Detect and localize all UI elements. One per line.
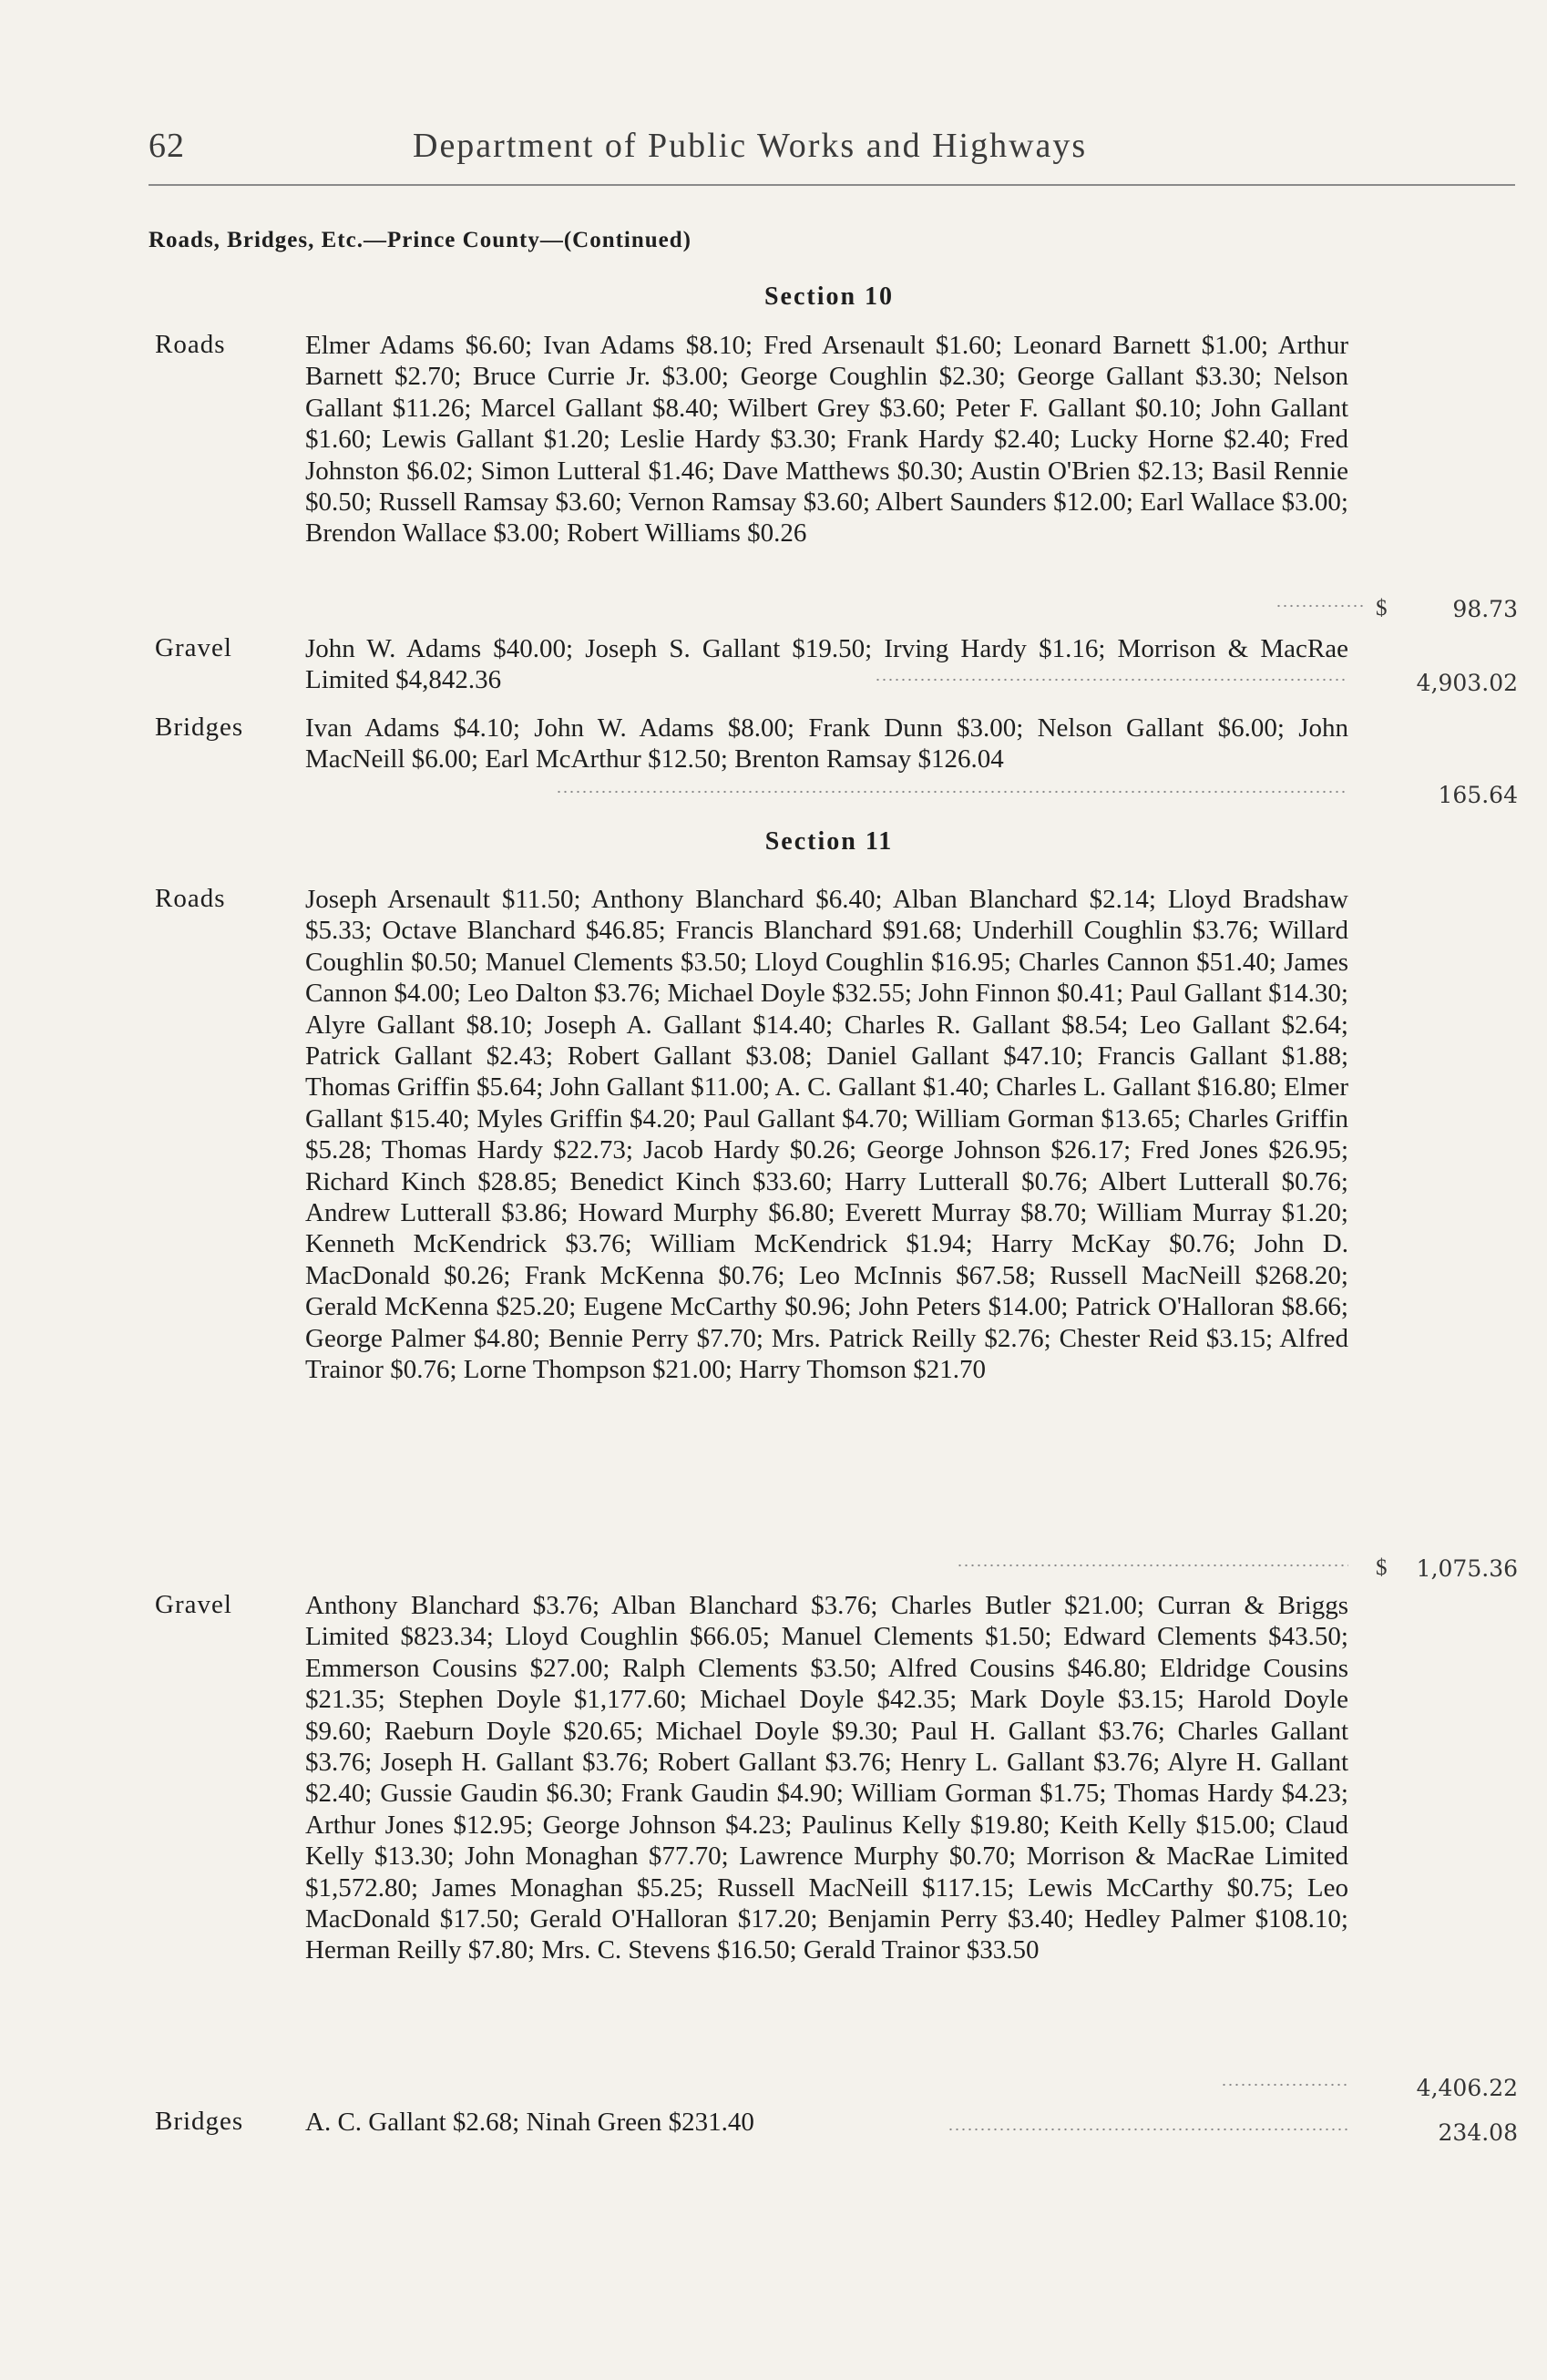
entry-amount: 1,075.36 bbox=[1416, 1555, 1518, 1582]
entry-text: Anthony Blanchard $3.76; Alban Blanchard $3.76; Charles Butler $21.00; Curran & Briggs Limited $823.34; Lloyd Coughlin $66.05; Manuel Clements $1.50; Edward Clements $43.50; Emmerson Cousins $27.00; Ralph Clements $3.50; Alfred Cousins $46.80; Eldridge Cousins $21.35; Stephen Doyle $1,177.60; Michael Doyle $42.35; Mark Doyle $3.15; Harold Doyle $9.60; Raeburn Doyle $20.65; Michael Doyle $9.30; Paul H. Gallant $3.76; Charles Gallant $3.76; Joseph H. Gallant $3.76; Robert Gallant $3.76; Henry L. Gallant $3.76; Alyre H. Gallant $2.40; Gussie Gaudin $6.30; Frank Gaudin $4.90; William Gorman $1.75; Thomas Hardy $4.23; Arthur Jones $12.95; George Johnson $4.23; Paulinus Kelly $19.80; Keith Kelly $15.00; Claud Kelly $13.30; John Monaghan $77.70; Lawrence Murphy $0.70; Morrison & MacRae Limited $1,572.80; James Monaghan $5.25; Russell MacNeill $117.15; Lewis McCarthy $0.75; Leo MacDonald $17.50; Gerald O'Halloran $17.20; Benjamin Perry $3.40; Hedley Palmer $108.10; Herman Reilly $7.80; Mrs. C. Stevens $16.50; Gerald Trainor $33.50 bbox=[305, 1591, 1348, 1965]
entry-text: Joseph Arsenault $11.50; Anthony Blanchard $6.40; Alban Blanchard $2.14; Lloyd Bradshaw $5.33; Octave Blanchard $46.85; Francis Blanchard $91.68; Underhill Coughlin $3.76; Willard Coughlin $0.50; Manuel Clements $3.50; Lloyd Coughlin $16.95; Charles Cannon $51.40; James Cannon $4.00; Leo Dalton $3.76; Michael Doyle $32.55; John Finnon $0.41; Paul Gallant $14.30; Alyre Gallant $8.10; Joseph A. Gallant $14.40; Charles R. Gallant $8.54; Leo Gallant $2.64; Patrick Gallant $2.43; Robert Gallant $3.08; Daniel Gallant $47.10; Francis Gallant $1.88; Thomas Griffin $5.64; John Gallant $11.00; A. C. Gallant $1.40; Charles L. Gallant $16.80; Elmer Gallant $15.40; Myles Griffin $4.20; Paul Gallant $4.70; William Gorman $13.65; Charles Griffin $5.28; Thomas Hardy $22.73; Jacob Hardy $0.26; George Johnson $26.17; Fred Jones $26.95; Richard Kinch $28.85; Benedict Kinch $33.60; Harry Lutterall $0.76; Albert Lutterall $0.76; Andrew Lutterall $3.86; Howard Murphy $6.80; Everett Murray $8.70; William Murray $1.20; Kenneth McKendrick $3.76; William McKendrick $1.94; Harry McKay $0.76; John D. MacDonald $0.26; Frank McKenna $0.76; Leo McInnis $67.58; Russell MacNeill $268.20; Gerald McKenna $25.20; Eugene McCarthy $0.96; John Peters $14.00; Patrick O'Halloran $8.66; George Palmer $4.80; Bennie Perry $7.70; Mrs. Patrick Reilly $2.76; Chester Reid $3.15; Alfred Trainor $0.76; Lorne Thompson $21.00; Harry Thomson $21.70 bbox=[305, 885, 1348, 1385]
entry-text: A. C. Gallant $2.68; Ninah Green $231.40 bbox=[305, 2108, 754, 2137]
entry-amount: 4,903.02 bbox=[1416, 670, 1518, 696]
entry-category: Gravel bbox=[155, 1590, 232, 1619]
dollar-sign: $ bbox=[1376, 1555, 1388, 1580]
entry-amount: 98.73 bbox=[1452, 596, 1518, 622]
dot-leader bbox=[556, 789, 1348, 795]
entry-category: Bridges bbox=[155, 2107, 244, 2136]
entry-category: Bridges bbox=[155, 713, 244, 742]
dot-leader bbox=[875, 677, 1348, 682]
entry-category: Roads bbox=[155, 884, 226, 913]
subheading: Roads, Bridges, Etc.—Prince County—(Continued) bbox=[149, 228, 692, 252]
dot-leader bbox=[948, 2127, 1348, 2132]
dot-leader bbox=[957, 1563, 1348, 1568]
dollar-sign: $ bbox=[1376, 596, 1388, 621]
section-title: Section 10 bbox=[763, 282, 895, 311]
entry-category: Gravel bbox=[155, 633, 232, 662]
entry-text: John W. Adams $40.00; Joseph S. Gallant $19.50; Irving Hardy $1.16; Morrison & MacRae Limited $4,842.36 bbox=[305, 634, 1348, 695]
header-rule bbox=[149, 184, 1515, 186]
entry-category: Roads bbox=[155, 330, 226, 359]
section-title: Section 11 bbox=[764, 827, 894, 856]
entry-amount: 165.64 bbox=[1438, 782, 1518, 808]
entry-text: Ivan Adams $4.10; John W. Adams $8.00; Frank Dunn $3.00; Nelson Gallant $6.00; John MacNeill $6.00; Earl McArthur $12.50; Brenton Ramsay $126.04 bbox=[305, 713, 1348, 775]
dot-leader bbox=[1221, 2082, 1348, 2088]
page-number: 62 bbox=[149, 127, 185, 165]
page-header bbox=[149, 126, 1515, 180]
entry-text: Elmer Adams $6.60; Ivan Adams $8.10; Fred Arsenault $1.60; Leonard Barnett $1.00; Arthur Barnett $2.70; Bruce Currie Jr. $3.00; George Coughlin $2.30; George Gallant $3.30; Nelson Gallant $11.26; Marcel Gallant $8.40; Wilbert Grey $3.60; Peter F. Gallant $0.10; John Gallant $1.60; Lewis Gallant $1.20; Leslie Hardy $3.30; Frank Hardy $2.40; Lucky Horne $2.40; Fred Johnston $6.02; Simon Lutteral $1.46; Dave Matthews $0.30; Austin O'Brien $2.13; Basil Rennie $0.50; Russell Ramsay $3.60; Vernon Ramsay $3.60; Albert Saunders $12.00; Earl Wallace $3.00; Brendon Wallace $3.00; Robert Williams $0.26 bbox=[305, 331, 1348, 549]
entry-amount: 4,406.22 bbox=[1416, 2075, 1518, 2101]
running-title: Department of Public Works and Highways bbox=[413, 127, 1088, 165]
entry-amount: 234.08 bbox=[1438, 2119, 1518, 2146]
